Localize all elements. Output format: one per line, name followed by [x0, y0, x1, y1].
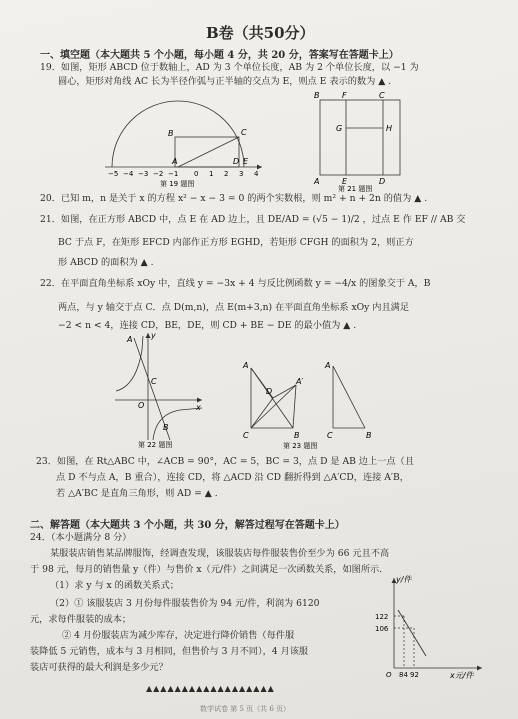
figure-22	[110, 330, 210, 450]
q24-line5: 元，求每件服装的成本；	[30, 614, 132, 625]
caption-21: 第 21 题图	[338, 185, 373, 192]
tick-neg2: −2	[153, 170, 164, 178]
tick-0: 0	[194, 170, 199, 178]
square-abcd	[320, 100, 400, 175]
y-tick-122: 122	[375, 613, 389, 621]
label-c: C	[243, 431, 249, 440]
label-a-prime: A′	[296, 377, 304, 386]
label-c: C	[241, 128, 247, 137]
q21-line3: 形 ABCD 的面积为 ▲ .	[58, 257, 154, 268]
q22-line2: 两点，与 y 轴交于点 C．点 D(m,n)，点 E(m+3,n) 在平面直角坐标系 xOy 内且满足	[58, 302, 410, 313]
label-a: A	[127, 335, 133, 344]
segment-a-prime-b	[293, 385, 296, 428]
caption-19: 第 19 题图	[160, 180, 195, 188]
q23-line1: 23．如图，在 Rt△ABC 中，∠ACB = 90°，AC = 5，BC = 3，点 D 是 AB 边上一点（且	[36, 456, 414, 467]
figure-24	[370, 572, 488, 680]
caption-23: 第 23 题图	[283, 442, 318, 450]
section2-header: 二、解答题（本大题共 3 个小题，共 30 分，解答过程写在答题卡上）	[30, 520, 345, 531]
section1-header: 一、填空题（本大题共 5 个小题，每小题 4 分，共 20 分，答案写在答题卡上）	[40, 50, 399, 61]
x-arrow-icon	[477, 666, 482, 671]
line-y-x	[398, 610, 426, 656]
label-o: O	[138, 401, 145, 410]
label-c: C	[379, 91, 385, 100]
arrow-icon	[257, 165, 262, 170]
q23-line2: 点 D 不与点 A，B 重合），连接 CD，将 △ACD 沿 CD 翻折得到 △A′CD，连接 A′B，	[56, 472, 409, 483]
x-arrow-icon	[197, 398, 202, 403]
figure-23	[238, 358, 388, 450]
label-b2: B	[366, 431, 372, 440]
label-f: F	[342, 91, 347, 100]
end-marks: ▲▲▲▲▲▲▲▲▲▲▲▲▲▲▲▲▲▲	[146, 684, 275, 693]
triangle2-ab	[333, 366, 365, 428]
label-d: D	[379, 177, 386, 186]
tick-4: 4	[254, 170, 259, 178]
x-tick-92: 92	[410, 671, 419, 679]
q24-line1: 某服装店销售某品牌服饰，经调查发现，该服装店每件服装售价至少为 66 元且不高	[50, 548, 390, 559]
tick-3: 3	[239, 170, 244, 178]
q22-line3: −2 < n < 4，连接 CD，BE，DE，则 CD + BE − DE 的最小值为 ▲ .	[58, 320, 357, 331]
x-tick-84: 84	[399, 671, 408, 679]
label-h: H	[386, 124, 393, 133]
label-e: E	[243, 157, 249, 166]
tick-1: 1	[209, 170, 214, 178]
label-e: E	[342, 177, 348, 186]
q23-line3: 若 △A′BC 是直角三角形，则 AD = ▲ .	[56, 488, 218, 499]
q21-line1: 21．如图，在正方形 ABCD 中，点 E 在 AD 边上，且 DE/AD = (√5 − 1)/2 ，过点 E 作 EF // AB 交	[40, 214, 466, 225]
tick-neg4: −4	[123, 170, 134, 178]
y-arrow-icon	[146, 333, 151, 338]
label-x: x	[196, 403, 201, 412]
figure-19	[100, 92, 270, 188]
label-c: C	[151, 377, 157, 386]
q20: 20．已知 m，n 是关于 x 的方程 x² − x − 3 = 0 的两个实数根，则 m² + n + 2n 的值为 ▲ .	[40, 193, 428, 204]
q19-line1: 19．如图，矩形 ABCD 位于数轴上，AD 为 3 个单位长度，AB 为 2 个单位长度，以 −1 为	[40, 62, 419, 73]
x-axis-label: x元/件	[450, 671, 474, 680]
label-b: B	[168, 129, 174, 138]
label-b: B	[314, 91, 320, 100]
label-a: A	[314, 177, 320, 186]
label-g: G	[336, 124, 343, 133]
q24-line2: 于 98 元，每月的销售量 y（件）与售价 x（元/件）之间满足一次函数关系，如图所示．	[30, 564, 389, 575]
label-d: D	[233, 157, 240, 166]
q24-head: 24．（本小题满分 8 分）	[30, 532, 132, 543]
y-tick-106: 106	[375, 625, 389, 633]
tick-neg5: −5	[108, 170, 119, 178]
q21-line2: BC 于点 F，在矩形 EFCD 内部作正方形 EGHD，若矩形 CFGH 的面积为 2，则正方	[58, 237, 414, 248]
page-footer: 数学试卷 第 5 页（共 6 页）	[200, 705, 291, 713]
diagonal-ac	[178, 137, 239, 167]
origin-label: O	[386, 671, 392, 679]
tick-neg1: −1	[168, 170, 179, 178]
segment-ca-prime	[251, 385, 296, 428]
label-y: y	[151, 331, 156, 340]
figure-21	[308, 90, 418, 192]
y-axis-label: y/件	[396, 575, 412, 584]
tick-neg3: −3	[138, 170, 149, 178]
caption-22: 第 22 题图	[138, 441, 173, 449]
q24-line7: 装降低 5 元销售，成本与 3 月相同，但售价与 3 月不同），4 月该服	[30, 646, 309, 657]
q19-line2: 圆心，矩形对角线 AC 长为半径作弧与正半轴的交点为 E，则点 E 表示的数为 ▲ .	[58, 76, 392, 87]
label-a: A	[243, 361, 249, 370]
label-b: B	[163, 423, 169, 432]
q24-line8: 装店可获得的最大利润是多少元？	[30, 662, 168, 673]
label-d: D	[266, 387, 273, 396]
q22-line1: 22．在平面直角坐标系 xOy 中，直线 y = −3x + 4 与反比例函数 y = −4/x 的图象交于 A，B	[40, 278, 431, 289]
q24-line4: （2）① 该服装店 3 月份每件服装售价为 94 元/件，利润为 6120	[50, 598, 320, 609]
label-c2: C	[327, 431, 333, 440]
segment-cd	[251, 398, 273, 428]
q24-line6: ② 4 月份服装店为减少库存，决定进行降价销售（每件服	[62, 630, 295, 641]
label-a2: A	[325, 361, 331, 370]
arc	[112, 101, 244, 167]
label-a: A	[172, 157, 178, 166]
page-title: B卷（共50分）	[206, 24, 315, 42]
q24-line3: （1）求 y 与 x 的函数关系式；	[50, 580, 179, 591]
label-b: B	[294, 431, 300, 440]
hyperbola-branch-left	[116, 336, 143, 391]
tick-2: 2	[224, 170, 229, 178]
